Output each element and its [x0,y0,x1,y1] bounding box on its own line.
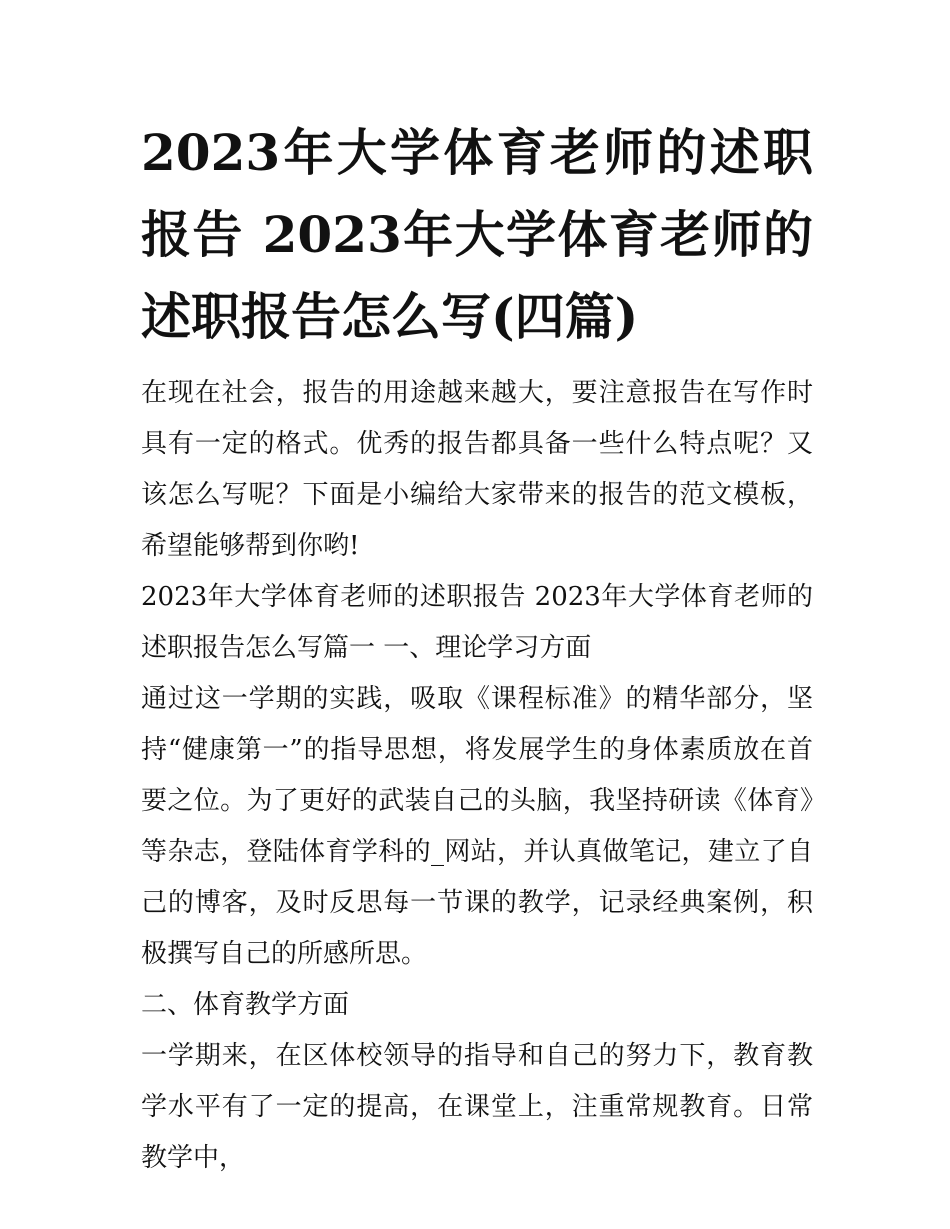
intro-paragraph: 在现在社会，报告的用途越来越大，要注意报告在写作时具有一定的格式。优秀的报告都具备一些什么特点呢？又该怎么写呢？下面是小编给大家带来的报告的范文模板，希望能够帮到你哟! [141,378,813,561]
document-body [141,368,813,1184]
document-title: 2023年大学体育老师的述职报告 2023年大学体育老师的述职报告怎么写(四篇) [141,123,813,346]
theory-study-paragraph: 通过这一学期的实践，吸取《课程标准》的精华部分，坚持“健康第一”的指导思想，将发展学生的身体素质放在首要之位。为了更好的武装自己的头脑，我坚持研读《体育》等杂志，登陆体育学科的_网站，并认真做笔记，建立了自己的博客，及时反思每一节课的教学，记录经典案例，积极撰写自己的所感所思。 [141,684,813,969]
document-page [141,112,813,1184]
section-heading-paragraph: 2023年大学体育老师的述职报告 2023年大学体育老师的述职报告怎么写篇一 一、理论学习方面 [141,582,813,663]
teaching-paragraph: 一学期来，在区体校领导的指导和自己的努力下，教育教学水平有了一定的提高，在课堂上，注重常规教育。日常教学中， [141,1041,813,1173]
section-two-heading: 二、体育教学方面 [141,990,350,1020]
